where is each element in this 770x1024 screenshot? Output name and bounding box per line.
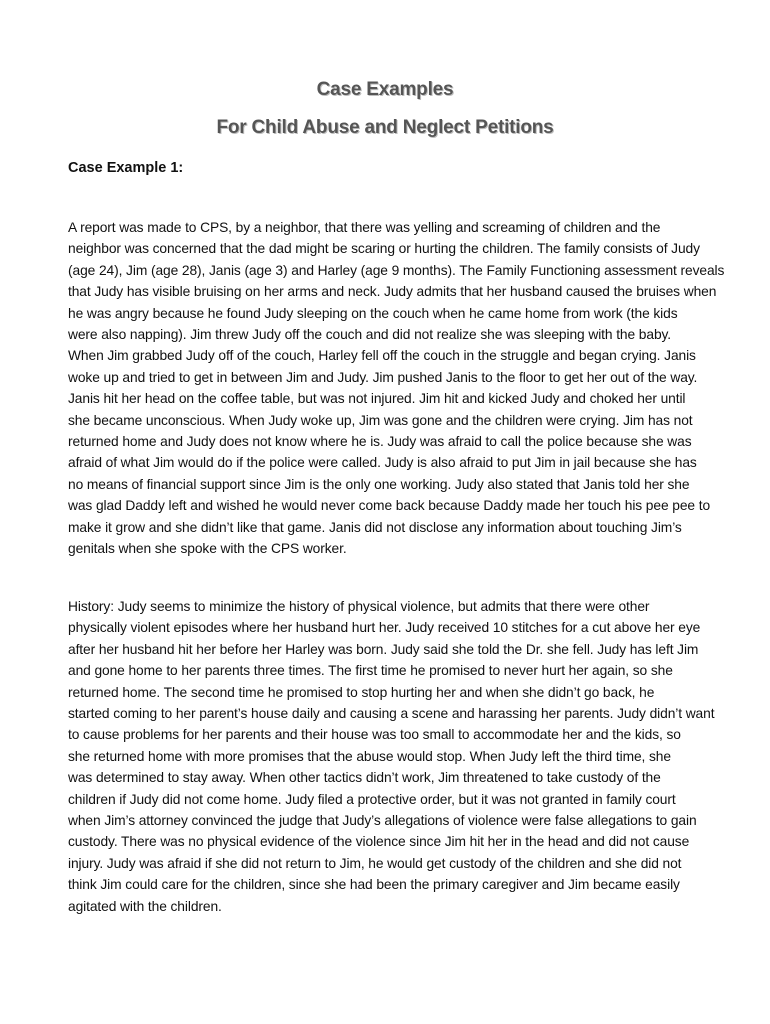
paragraph-line: woke up and tried to get in between Jim and Judy. Jim pushed Janis to the floor to get her out of the way. — [68, 369, 698, 385]
paragraph-line: to cause problems for her parents and their house was too small to accommodate her and the kids, so — [68, 727, 681, 743]
paragraph-line: genitals when she spoke with the CPS worker. — [68, 541, 347, 557]
paragraph-line: (age 24), Jim (age 28), Janis (age 3) and Harley (age 9 months). The Family Functioning assessment reveals — [68, 262, 725, 278]
document-subtitle: For Child Abuse and Neglect Petitions — [216, 117, 554, 138]
paragraph-line: and gone home to her parents three times. The first time he promised to never hurt her again, so she — [68, 663, 673, 679]
paragraph-line: History: Judy seems to minimize the history of physical violence, but admits that there were other — [68, 599, 650, 614]
paragraph-line: returned home and Judy does not know where he is. Judy was afraid to call the police because she was — [68, 434, 692, 450]
paragraph-line: Janis hit her head on the coffee table, but was not injured. Jim hit and kicked Judy and choked her until — [68, 391, 686, 407]
case-description-paragraph — [68, 217, 725, 560]
paragraph-line: A report was made to CPS, by a neighbor, that there was yelling and screaming of children and the — [68, 220, 661, 235]
paragraph-line: custody. There was no physical evidence of the violence since Jim hit her in the head and did not cause — [68, 834, 690, 850]
paragraph-line: afraid of what Jim would do if the police were called. Judy is also afraid to put Jim in jail because she has — [68, 455, 697, 471]
paragraph-line: she became unconscious. When Judy woke up, Jim was gone and the children were crying. Jim has not — [68, 412, 693, 428]
paragraph-line: was determined to stay away. When other tactics didn’t work, Jim threatened to take custody of the — [68, 770, 661, 786]
paragraph-line: no means of financial support since Jim is the only one working. Judy also stated that Janis told her she — [68, 476, 690, 492]
paragraph-line: were also napping). Jim threw Judy off the couch and did not realize she was sleeping with the baby. — [68, 327, 672, 343]
paragraph-line: returned home. The second time he promised to stop hurting her and when she didn’t go back, he — [68, 684, 655, 700]
paragraph-line: think Jim could care for the children, since she had been the primary caregiver and Jim became easily — [68, 877, 680, 893]
paragraph-line: that Judy has visible bruising on her arms and neck. Judy admits that her husband caused the bruises when — [68, 284, 717, 300]
paragraph-line: was glad Daddy left and wished he would never come back because Daddy made her touch his pee pee to — [68, 498, 711, 514]
paragraph-line: physically violent episodes where her husband hurt her. Judy received 10 stitches for a cut above her eye — [68, 620, 701, 636]
paragraph-line: injury. Judy was afraid if she did not return to Jim, he would get custody of the children and she did not — [68, 855, 682, 871]
paragraph-line: he was angry because he found Judy sleeping on the couch when he came home from work (the kids — [68, 305, 678, 321]
paragraph-line: neighbor was concerned that the dad might be scaring or hurting the children. The family consists of Judy — [68, 241, 700, 257]
history-paragraph — [68, 596, 720, 917]
case-example-heading: Case Example 1: — [68, 160, 184, 176]
document-title: Case Examples — [316, 79, 454, 100]
paragraph-line: when Jim’s attorney convinced the judge that Judy’s allegations of violence were false allegations to gain — [68, 813, 697, 829]
paragraph-line: make it grow and she didn’t like that game. Janis did not disclose any information about touching Jim’s — [68, 519, 682, 535]
paragraph-line: children if Judy did not come home. Judy filed a protective order, but it was not granted in family court — [68, 791, 676, 807]
paragraph-line: she returned home with more promises that the abuse would stop. When Judy left the third time, she — [68, 748, 671, 764]
paragraph-line: after her husband hit her before her Harley was born. Judy said she told the Dr. she fell. Judy has left Jim — [68, 641, 699, 657]
paragraph-line: agitated with the children. — [68, 898, 222, 914]
paragraph-line: When Jim grabbed Judy off of the couch, Harley fell off the couch in the struggle and began crying. Janis — [68, 348, 696, 364]
paragraph-line: started coming to her parent’s house daily and causing a scene and harassing her parents. Judy didn’t want — [68, 706, 715, 722]
